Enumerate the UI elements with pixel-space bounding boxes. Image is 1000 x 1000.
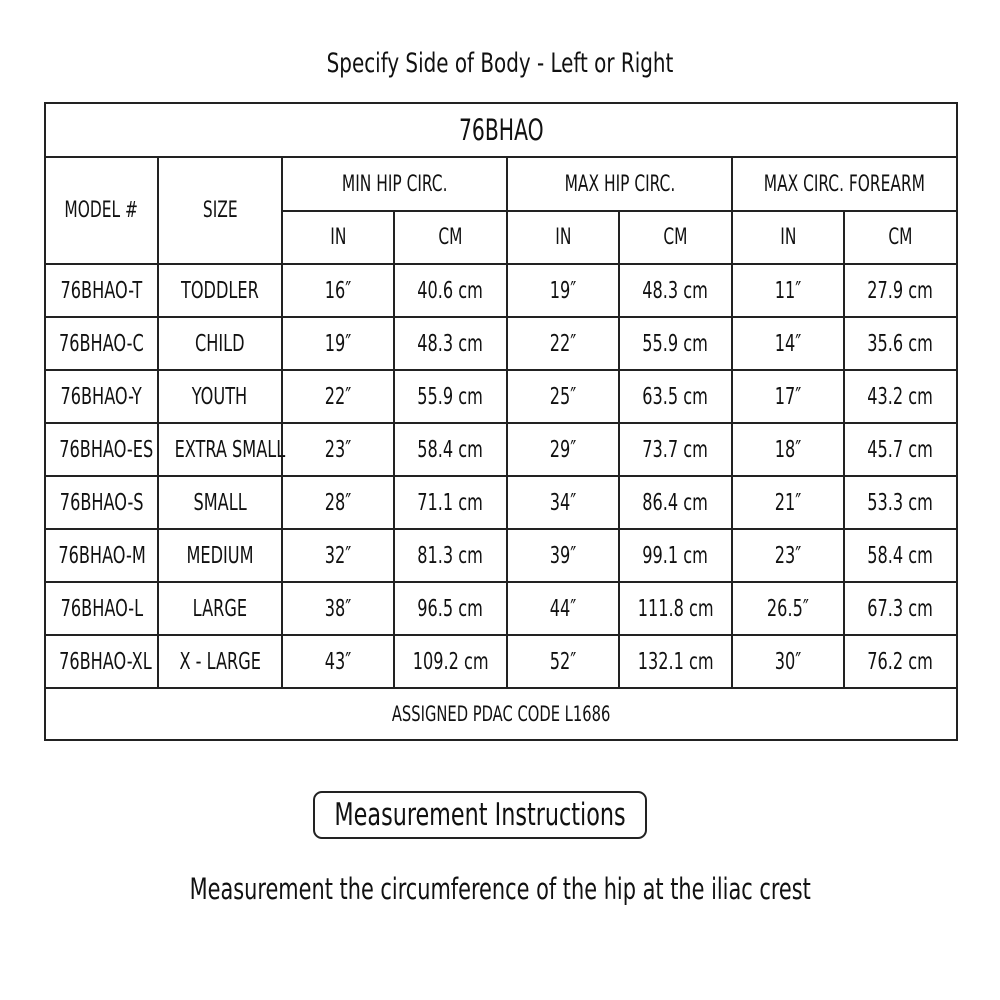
min-hip-cm-cell: 55.9 cm <box>394 370 507 423</box>
table-row <box>45 476 957 529</box>
min-hip-in-header: IN <box>282 211 394 264</box>
model-column-header: MODEL # <box>45 157 158 264</box>
min-hip-in-cell: 32″ <box>282 529 394 582</box>
max-hip-cm-cell: 111.8 cm <box>619 582 732 635</box>
min-hip-cm-cell: 48.3 cm <box>394 317 507 370</box>
min-hip-cm-cell: 109.2 cm <box>394 635 507 688</box>
min-hip-in-cell: 23″ <box>282 423 394 476</box>
model-cell: 76BHAO-XL <box>45 635 158 688</box>
model-cell: 76BHAO-ES <box>45 423 158 476</box>
model-cell: 76BHAO-Y <box>45 370 158 423</box>
forearm-cm-cell: 67.3 cm <box>844 582 957 635</box>
forearm-cm-cell: 43.2 cm <box>844 370 957 423</box>
table-row <box>45 370 957 423</box>
measurement-instructions-text: Measurement the circumference of the hip at the iliac crest <box>189 872 811 906</box>
max-hip-cm-cell: 73.7 cm <box>619 423 732 476</box>
max-hip-in-cell: 22″ <box>507 317 619 370</box>
min-hip-in-cell: 19″ <box>282 317 394 370</box>
table-row <box>45 423 957 476</box>
forearm-cm-cell: 53.3 cm <box>844 476 957 529</box>
model-cell: 76BHAO-C <box>45 317 158 370</box>
max-hip-cm-cell: 132.1 cm <box>619 635 732 688</box>
min-hip-cm-header: CM <box>394 211 507 264</box>
min-hip-in-cell: 28″ <box>282 476 394 529</box>
table-row <box>45 317 957 370</box>
forearm-in-cell: 18″ <box>732 423 844 476</box>
forearm-cm-cell: 45.7 cm <box>844 423 957 476</box>
min-hip-cm-cell: 71.1 cm <box>394 476 507 529</box>
size-cell: X - LARGE <box>158 635 282 688</box>
measurement-instructions-heading: Measurement Instructions <box>313 791 647 839</box>
max-hip-in-cell: 52″ <box>507 635 619 688</box>
max-hip-cm-cell: 99.1 cm <box>619 529 732 582</box>
model-title: 76BHAO <box>45 103 957 157</box>
max-hip-in-cell: 39″ <box>507 529 619 582</box>
side-of-body-note: Specify Side of Body - Left or Right <box>326 48 674 79</box>
forearm-in-cell: 11″ <box>732 264 844 317</box>
max-hip-in-cell: 34″ <box>507 476 619 529</box>
size-cell: SMALL <box>158 476 282 529</box>
size-cell: EXTRA SMALL <box>158 423 282 476</box>
max-forearm-header: MAX CIRC. FOREARM <box>732 157 957 211</box>
max-hip-in-cell: 44″ <box>507 582 619 635</box>
min-hip-cm-cell: 58.4 cm <box>394 423 507 476</box>
min-hip-in-cell: 38″ <box>282 582 394 635</box>
max-hip-in-cell: 19″ <box>507 264 619 317</box>
model-cell: 76BHAO-M <box>45 529 158 582</box>
min-hip-in-cell: 43″ <box>282 635 394 688</box>
min-hip-header: MIN HIP CIRC. <box>282 157 507 211</box>
forearm-cm-cell: 76.2 cm <box>844 635 957 688</box>
table-row <box>45 582 957 635</box>
forearm-cm-header: CM <box>844 211 957 264</box>
max-hip-cm-header: CM <box>619 211 732 264</box>
size-cell: TODDLER <box>158 264 282 317</box>
min-hip-in-cell: 16″ <box>282 264 394 317</box>
size-cell: MEDIUM <box>158 529 282 582</box>
table-row <box>45 529 957 582</box>
forearm-cm-cell: 35.6 cm <box>844 317 957 370</box>
forearm-in-cell: 30″ <box>732 635 844 688</box>
max-hip-cm-cell: 86.4 cm <box>619 476 732 529</box>
forearm-in-cell: 21″ <box>732 476 844 529</box>
table-row <box>45 635 957 688</box>
max-hip-in-cell: 29″ <box>507 423 619 476</box>
max-hip-cm-cell: 55.9 cm <box>619 317 732 370</box>
min-hip-cm-cell: 96.5 cm <box>394 582 507 635</box>
size-cell: YOUTH <box>158 370 282 423</box>
pdac-code-footer: ASSIGNED PDAC CODE L1686 <box>45 688 957 740</box>
model-cell: 76BHAO-S <box>45 476 158 529</box>
forearm-in-header: IN <box>732 211 844 264</box>
forearm-in-cell: 26.5″ <box>732 582 844 635</box>
size-cell: CHILD <box>158 317 282 370</box>
max-hip-header: MAX HIP CIRC. <box>507 157 732 211</box>
table-row <box>45 264 957 317</box>
forearm-cm-cell: 27.9 cm <box>844 264 957 317</box>
size-column-header: SIZE <box>158 157 282 264</box>
forearm-in-cell: 14″ <box>732 317 844 370</box>
forearm-in-cell: 23″ <box>732 529 844 582</box>
max-hip-cm-cell: 63.5 cm <box>619 370 732 423</box>
max-hip-in-cell: 25″ <box>507 370 619 423</box>
min-hip-in-cell: 22″ <box>282 370 394 423</box>
model-cell: 76BHAO-T <box>45 264 158 317</box>
max-hip-in-header: IN <box>507 211 619 264</box>
model-cell: 76BHAO-L <box>45 582 158 635</box>
forearm-cm-cell: 58.4 cm <box>844 529 957 582</box>
min-hip-cm-cell: 81.3 cm <box>394 529 507 582</box>
max-hip-cm-cell: 48.3 cm <box>619 264 732 317</box>
size-cell: LARGE <box>158 582 282 635</box>
forearm-in-cell: 17″ <box>732 370 844 423</box>
min-hip-cm-cell: 40.6 cm <box>394 264 507 317</box>
size-chart-table <box>44 102 958 741</box>
